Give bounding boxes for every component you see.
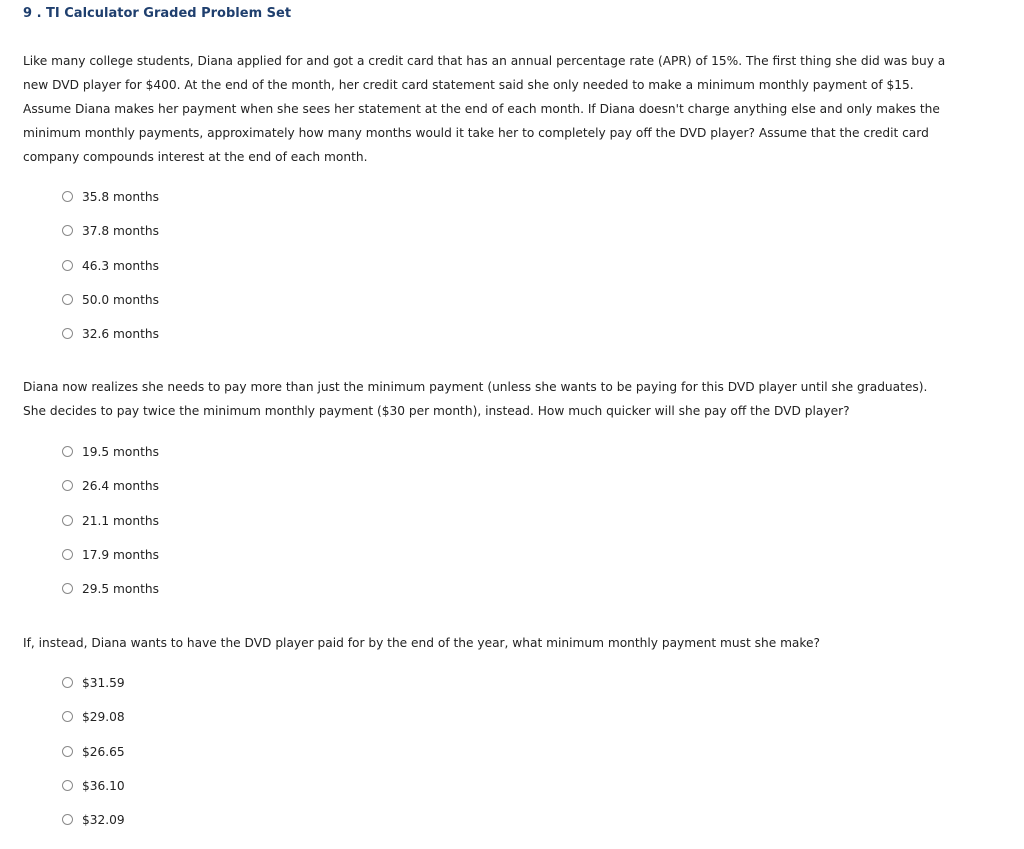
radio-button[interactable]: [62, 515, 73, 526]
answer-option[interactable]: [62, 813, 125, 847]
question-3-text: If, instead, Diana wants to have the DVD player paid for by the end of the year, what minimum monthly payment must she make?: [23, 636, 820, 650]
answer-option[interactable]: [62, 327, 159, 361]
answer-option[interactable]: [62, 548, 159, 582]
question-1-options: [62, 190, 159, 361]
answer-option[interactable]: [62, 445, 159, 479]
radio-button[interactable]: [62, 583, 73, 594]
answer-option[interactable]: [62, 190, 159, 224]
radio-button[interactable]: [62, 814, 73, 825]
answer-option-label: 32.6 months: [82, 327, 159, 341]
radio-button[interactable]: [62, 294, 73, 305]
answer-option-label: $26.65: [82, 744, 125, 759]
answer-option-label: 46.3 months: [82, 258, 159, 273]
question-2-text: Diana now realizes she needs to pay more than just the minimum payment (unless she wants to be paying for this DVD player until she graduates). She decides to pay twice the minimum monthly payment ($30 per month), instead. How much quicker will she pay off the DVD player?: [23, 380, 928, 418]
answer-option[interactable]: [62, 259, 159, 293]
answer-option[interactable]: [62, 710, 125, 744]
answer-option-label: 50.0 months: [82, 292, 159, 307]
answer-option[interactable]: [62, 582, 159, 616]
answer-option[interactable]: [62, 676, 125, 710]
radio-button[interactable]: [62, 549, 73, 560]
radio-button[interactable]: [62, 746, 73, 757]
answer-option[interactable]: [62, 479, 159, 513]
answer-option-label: $29.08: [82, 710, 125, 725]
answer-option-label: 37.8 months: [82, 224, 159, 239]
radio-button[interactable]: [62, 446, 73, 457]
answer-option-label: 29.5 months: [82, 582, 159, 596]
answer-option-label: $31.59: [82, 676, 125, 690]
answer-option-label: 21.1 months: [82, 513, 159, 528]
question-3-options: [62, 676, 125, 847]
radio-button[interactable]: [62, 328, 73, 339]
answer-option[interactable]: [62, 514, 159, 548]
radio-button[interactable]: [62, 225, 73, 236]
radio-button[interactable]: [62, 191, 73, 202]
answer-option[interactable]: [62, 745, 125, 779]
page-title: 9 . TI Calculator Graded Problem Set: [23, 6, 292, 21]
answer-option[interactable]: [62, 779, 125, 813]
radio-button[interactable]: [62, 260, 73, 271]
radio-button[interactable]: [62, 711, 73, 722]
question-1-text: Like many college students, Diana applied for and got a credit card that has an annual percentage rate (APR) of 15%. The first thing she did was buy a new DVD player for $400. At the end of the month, her credit card statement said she only needed to make a minimum monthly payment of $15. Assume Diana makes her payment when she sees her statement at the end of each month. If Diana doesn't charge anything else and only makes the minimum monthly payments, approximately how many months would it take her to completely pay off the DVD player? Assume that the credit card company compounds interest at the end of each month.: [23, 54, 946, 164]
answer-option[interactable]: [62, 224, 159, 258]
answer-option-label: 35.8 months: [82, 190, 159, 204]
question-2-options: [62, 445, 159, 616]
answer-option-label: $36.10: [82, 778, 125, 793]
answer-option-label: 17.9 months: [82, 547, 159, 562]
answer-option[interactable]: [62, 293, 159, 327]
radio-button[interactable]: [62, 480, 73, 491]
answer-option-label: 19.5 months: [82, 445, 159, 459]
answer-option-label: 26.4 months: [82, 479, 159, 494]
radio-button[interactable]: [62, 677, 73, 688]
answer-option-label: $32.09: [82, 813, 125, 827]
radio-button[interactable]: [62, 780, 73, 791]
